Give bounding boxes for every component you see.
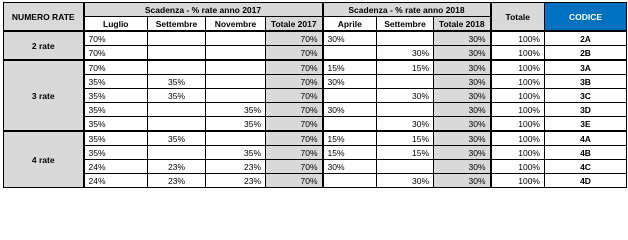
cell-totale-2017: 70% (266, 103, 323, 117)
cell-settembre-2017: 35% (148, 75, 206, 89)
settembre-2018-header: Settembre (377, 17, 434, 32)
table-row (4, 46, 627, 61)
cell-totale-2018: 30% (434, 160, 491, 174)
cell-novembre (206, 46, 266, 61)
cell-aprile: 30% (323, 31, 377, 46)
table-row (4, 131, 627, 146)
cell-settembre-2018 (377, 75, 434, 89)
codice-header: CODICE (545, 3, 627, 32)
cell-novembre (206, 131, 266, 146)
cell-aprile: 30% (323, 75, 377, 89)
cell-codice: 4A (545, 131, 627, 146)
cell-settembre-2017 (148, 31, 206, 46)
cell-codice: 4C (545, 160, 627, 174)
table-row (4, 75, 627, 89)
rate-table (3, 2, 627, 188)
table-row (4, 89, 627, 103)
table-row (4, 174, 627, 188)
cell-luglio: 24% (84, 174, 148, 188)
cell-totale-2017: 70% (266, 174, 323, 188)
cell-totale: 100% (491, 89, 545, 103)
cell-settembre-2018: 30% (377, 117, 434, 132)
cell-aprile: 15% (323, 60, 377, 75)
group-label: 4 rate (4, 131, 84, 188)
cell-novembre: 35% (206, 103, 266, 117)
cell-novembre: 23% (206, 174, 266, 188)
numero-rate-header: NUMERO RATE (4, 3, 84, 32)
cell-luglio: 35% (84, 131, 148, 146)
cell-settembre-2018: 30% (377, 46, 434, 61)
settembre-2017-header: Settembre (148, 17, 206, 32)
cell-totale-2018: 30% (434, 46, 491, 61)
cell-totale-2018: 30% (434, 131, 491, 146)
cell-aprile: 15% (323, 131, 377, 146)
cell-settembre-2018 (377, 103, 434, 117)
cell-totale-2018: 30% (434, 146, 491, 160)
cell-settembre-2018: 30% (377, 174, 434, 188)
cell-totale: 100% (491, 117, 545, 132)
table-row (4, 60, 627, 75)
novembre-header: Novembre (206, 17, 266, 32)
cell-novembre (206, 89, 266, 103)
cell-settembre-2017: 35% (148, 131, 206, 146)
cell-totale: 100% (491, 46, 545, 61)
cell-totale-2018: 30% (434, 75, 491, 89)
cell-codice: 3C (545, 89, 627, 103)
cell-totale: 100% (491, 60, 545, 75)
cell-aprile (323, 117, 377, 132)
cell-settembre-2017 (148, 60, 206, 75)
cell-settembre-2017 (148, 103, 206, 117)
cell-settembre-2017: 35% (148, 89, 206, 103)
cell-luglio: 70% (84, 31, 148, 46)
cell-totale: 100% (491, 75, 545, 89)
cell-settembre-2017 (148, 117, 206, 132)
scadenza-2017-header: Scadenza - % rate anno 2017 (84, 3, 323, 17)
cell-settembre-2017: 23% (148, 174, 206, 188)
cell-novembre: 35% (206, 146, 266, 160)
cell-luglio: 35% (84, 89, 148, 103)
cell-totale: 100% (491, 160, 545, 174)
cell-totale-2018: 30% (434, 89, 491, 103)
cell-luglio: 24% (84, 160, 148, 174)
cell-settembre-2017 (148, 146, 206, 160)
totale-header: Totale (491, 3, 545, 32)
cell-novembre (206, 31, 266, 46)
cell-totale-2018: 30% (434, 174, 491, 188)
cell-luglio: 70% (84, 46, 148, 61)
cell-totale-2017: 70% (266, 31, 323, 46)
table-row (4, 31, 627, 46)
cell-settembre-2018: 30% (377, 89, 434, 103)
cell-codice: 3E (545, 117, 627, 132)
cell-totale-2017: 70% (266, 60, 323, 75)
table-row (4, 160, 627, 174)
cell-settembre-2018: 15% (377, 60, 434, 75)
cell-luglio: 70% (84, 60, 148, 75)
totale-2017-header: Totale 2017 (266, 17, 323, 32)
group-label: 2 rate (4, 31, 84, 60)
cell-luglio: 35% (84, 75, 148, 89)
cell-codice: 3B (545, 75, 627, 89)
cell-totale: 100% (491, 146, 545, 160)
cell-codice: 4D (545, 174, 627, 188)
cell-totale-2017: 70% (266, 117, 323, 132)
cell-novembre (206, 75, 266, 89)
cell-settembre-2017 (148, 46, 206, 61)
cell-luglio: 35% (84, 103, 148, 117)
cell-settembre-2018 (377, 31, 434, 46)
cell-codice: 3D (545, 103, 627, 117)
cell-aprile (323, 89, 377, 103)
table-body (4, 31, 627, 188)
cell-aprile (323, 46, 377, 61)
rate-table-container (3, 2, 627, 188)
cell-settembre-2017: 23% (148, 160, 206, 174)
table-row (4, 146, 627, 160)
cell-totale-2017: 70% (266, 46, 323, 61)
luglio-header: Luglio (84, 17, 148, 32)
cell-novembre: 35% (206, 117, 266, 132)
cell-totale-2017: 70% (266, 131, 323, 146)
cell-totale-2017: 70% (266, 89, 323, 103)
cell-codice: 2A (545, 31, 627, 46)
cell-settembre-2018: 15% (377, 146, 434, 160)
cell-totale: 100% (491, 174, 545, 188)
aprile-header: Aprile (323, 17, 377, 32)
cell-totale-2018: 30% (434, 103, 491, 117)
group-label: 3 rate (4, 60, 84, 131)
cell-codice: 2B (545, 46, 627, 61)
cell-totale: 100% (491, 131, 545, 146)
cell-totale-2018: 30% (434, 60, 491, 75)
cell-aprile: 30% (323, 103, 377, 117)
cell-aprile (323, 174, 377, 188)
cell-totale: 100% (491, 31, 545, 46)
cell-totale-2017: 70% (266, 160, 323, 174)
cell-luglio: 35% (84, 146, 148, 160)
cell-aprile: 30% (323, 160, 377, 174)
cell-novembre (206, 60, 266, 75)
cell-totale-2017: 70% (266, 75, 323, 89)
cell-codice: 4B (545, 146, 627, 160)
table-header (4, 3, 627, 32)
cell-codice: 3A (545, 60, 627, 75)
cell-luglio: 35% (84, 117, 148, 132)
scadenza-2018-header: Scadenza - % rate anno 2018 (323, 3, 491, 17)
cell-novembre: 23% (206, 160, 266, 174)
totale-2018-header: Totale 2018 (434, 17, 491, 32)
table-row (4, 117, 627, 132)
cell-settembre-2018: 15% (377, 131, 434, 146)
cell-aprile: 15% (323, 146, 377, 160)
cell-totale: 100% (491, 103, 545, 117)
table-row (4, 103, 627, 117)
cell-totale-2018: 30% (434, 117, 491, 132)
cell-totale-2018: 30% (434, 31, 491, 46)
cell-totale-2017: 70% (266, 146, 323, 160)
cell-settembre-2018 (377, 160, 434, 174)
